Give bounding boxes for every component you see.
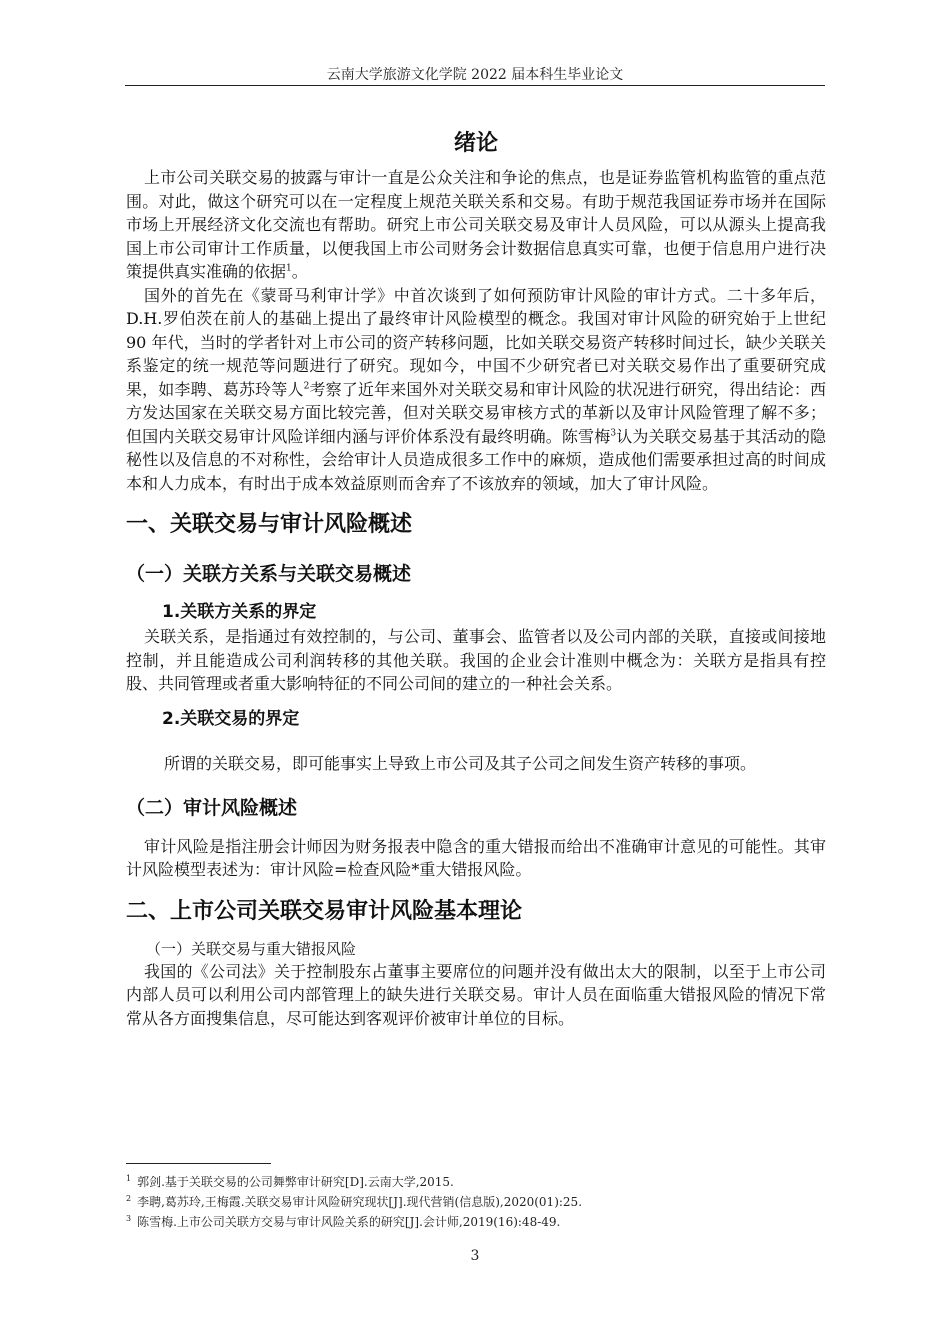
item2-heading: 2.关联交易的界定: [162, 708, 300, 729]
intro-paragraph-1: 上市公司关联交易的披露与审计一直是公众关注和争论的焦点，也是证券监管机构监管的重点范围。对此，做这个研究可以在一定程度上规范关联关系和交易。有助于规范我国证券市场并在国际市场上开展经济文化交流也有帮助。研究上市公司关联交易及审计人员风险，可以从源头上提高我国上市公司审计工作质量，以便我国上市公司财务会计数据信息真实可靠，也便于信息用户进行决策提供真实准确的依据$^1$。: [126, 168, 826, 281]
section2-sub1-paragraph: 我国的《公司法》关于控制股东占董事主要席位的问题并没有做出太大的限制，以至于上市公司内部人员可以利用公司内部管理上的缺失进行关联交易。审计人员在面临重大错报风险的情况下常常从各方面搜集信息，尽可能达到客观评价被审计单位的目标。: [126, 961, 826, 1028]
section1-sub1-heading: （一）关联方关系与关联交易概述: [126, 563, 412, 585]
running-header: 云南大学旅游文化学院 2022 届本科生毕业论文: [326, 67, 624, 83]
footnote-2: $^2$ 李聘,葛苏玲,王梅霞.关联交易审计风险研究现状[J].现代营销(信息版),2020(01):25.: [126, 1194, 583, 1209]
intro-paragraph-2: 国外的首先在《蒙哥马利审计学》中首次谈到了如何预防审计风险的审计方式。二十多年后，D.H.罗伯茨在前人的基础上提出了最终审计风险模型的概念。我国对审计风险的研究始于上世纪 90 年代，当时的学者针对上市公司的资产转移问题，比如关联交易资产转移时间过长，缺少关联关系鉴定的统一规范等问题进行了研究。现如今，中国不少研究者已对关联交易作出了重要研究成果，如李聘、葛苏玲等人$^2$考察了近年来国外对关联交易和审计风险的状况进行研究，得出结论：西方发达国家在关联交易方面比较完善，但对关联交易审核方式的革新以及审计风险管理了解不多；但国内关联交易审计风险详细内涵与评价体系没有最终明确。陈雪梅$^3$认为关联交易基于其活动的隐秘性以及信息的不对称性，会给审计人员造成很多工作中的麻烦，造成他们需要承担过高的时间成本和人力成本，有时出于成本效益原则而舍弃了不该放弃的领域，加大了审计风险。: [126, 285, 826, 493]
item1-heading: 1.关联方关系的界定: [162, 602, 317, 622]
section2-heading: 二、上市公司关联交易审计风险基本理论: [126, 898, 523, 924]
footnote-ref-2[interactable]: 2: [303, 381, 310, 392]
body-content: [126, 126, 826, 1030]
section1-heading: 一、关联交易与审计风险概述: [126, 512, 413, 537]
footnote-ref-3[interactable]: 3: [610, 428, 617, 439]
section1-sub2-heading: （二）审计风险概述: [126, 796, 298, 819]
item2-paragraph: 所谓的关联交易，即可能事实上导致上市公司及其子公司之间发生资产转移的事项。: [164, 753, 757, 773]
footnote-3: $^3$ 陈雪梅.上市公司关联方交易与审计风险关系的研究[J].会计师,2019(16):48-49.: [126, 1214, 561, 1229]
footnote-rule: [126, 1163, 271, 1164]
footnote-ref-1[interactable]: 1: [286, 263, 292, 274]
sub2-paragraph: 审计风险是指注册会计师因为财务报表中隐含的重大错报而给出不准确审计意见的可能性。其审计风险模型表述为：审计风险=检查风险*重大错报风险。: [126, 836, 826, 879]
section2-sub1-heading: （一）关联交易与重大错报风险: [146, 939, 357, 958]
item1-paragraph: 关联关系，是指通过有效控制的，与公司、董事会、监管者以及公司内部的关联，直接或间接地控制，并且能造成公司利润转移的其他关联。我国的企业会计准则中概念为：关联方是指具有控股、共同管理或者重大影响特征的不同公司间的建立的一种社会关系。: [126, 627, 826, 693]
footnote-1: $^1$ 郭剑.基于关联交易的公司舞弊审计研究[D].云南大学,2015.: [126, 1174, 454, 1189]
header-rule: [125, 85, 825, 86]
page-number: 3: [470, 1248, 480, 1264]
intro-title: 绪论: [453, 130, 498, 156]
footnotes: [126, 1172, 826, 1232]
